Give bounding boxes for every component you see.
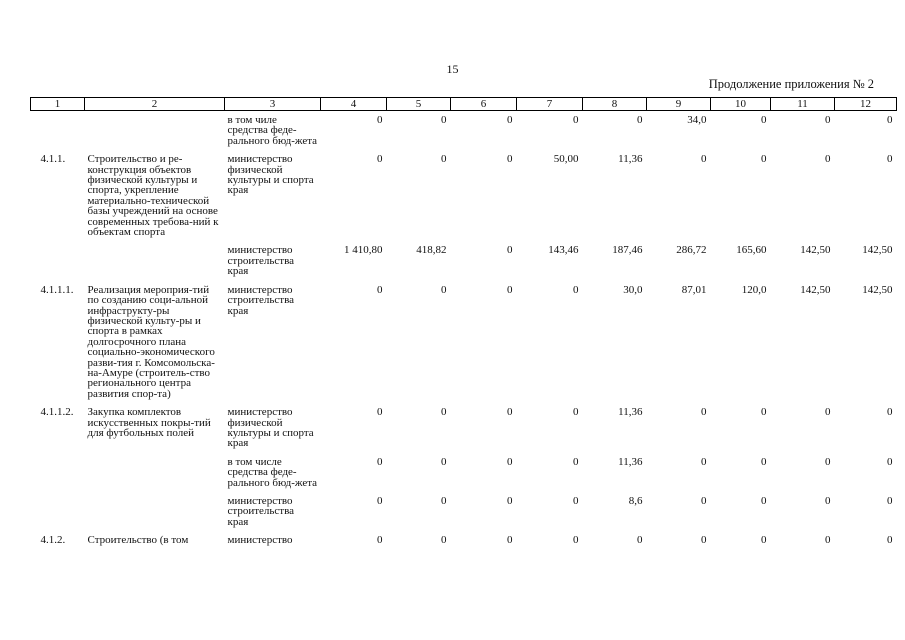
row-value: 0 [507, 534, 513, 547]
row-value: 142,50 [800, 244, 831, 257]
row-value: 120,0 [741, 283, 767, 296]
row-value: 11,36 [618, 406, 643, 419]
page-number: 15 [446, 62, 459, 76]
row-value: 0 [637, 534, 643, 547]
row-value: 0 [761, 455, 767, 468]
row-name [85, 241, 225, 280]
column-header: 10 [711, 98, 771, 111]
row-executor: в том чиле средства феде-рального бюд-жета [227, 114, 318, 147]
row-value: 0 [701, 534, 707, 547]
row-value: 187,46 [612, 244, 643, 257]
row-value: 0 [573, 114, 579, 126]
row-code [31, 111, 85, 151]
row-value: 0 [507, 114, 513, 126]
row-code [31, 453, 85, 492]
row-value: 34,0 [687, 114, 707, 126]
table-row [31, 403, 897, 453]
row-value: 0 [507, 244, 513, 257]
row-value: 0 [573, 495, 579, 507]
row-value: 142,50 [862, 244, 893, 257]
row-value: 142,50 [862, 283, 893, 296]
row-value: 0 [887, 406, 893, 419]
row-value: 0 [825, 406, 831, 419]
table-row [31, 492, 897, 531]
row-value: 0 [701, 153, 707, 166]
row-code [31, 241, 85, 280]
row-code: 4.1.1. [40, 153, 66, 166]
row-value: 50,00 [553, 153, 579, 166]
row-value: 0 [761, 534, 767, 547]
table-row [31, 531, 897, 549]
row-value: 0 [701, 406, 707, 419]
row-executor: министерство физической культуры и спорта края [227, 153, 314, 197]
column-header: 5 [387, 98, 451, 111]
row-value: 0 [441, 455, 447, 468]
row-code: 4.1.1.1. [40, 283, 74, 296]
row-value: 0 [887, 534, 893, 547]
row-executor: министерство строительства края [227, 495, 295, 528]
row-name [85, 453, 225, 492]
column-header: 6 [451, 98, 517, 111]
row-value: 286,72 [676, 244, 707, 257]
row-value: 0 [441, 495, 447, 507]
row-executor: министерство строительства края [227, 244, 295, 278]
row-name [85, 492, 225, 531]
row-value: 0 [377, 153, 383, 166]
row-value: 418,82 [416, 244, 447, 257]
row-name: Строительство (в том [87, 534, 189, 547]
row-value: 0 [573, 283, 579, 296]
row-executor: в том числе средства феде-рального бюд-жета [227, 455, 318, 489]
row-value: 11,36 [618, 153, 643, 166]
row-value: 87,01 [681, 283, 707, 296]
table-row [31, 241, 897, 280]
row-value: 0 [573, 406, 579, 419]
table-body [31, 111, 897, 550]
table-row [31, 111, 897, 151]
row-value: 143,46 [548, 244, 579, 257]
row-value: 0 [507, 495, 513, 507]
row-value: 0 [887, 153, 893, 166]
row-value: 0 [507, 153, 513, 166]
row-value: 0 [825, 455, 831, 468]
table-row [31, 150, 897, 241]
row-value: 0 [761, 153, 767, 166]
row-value: 30,0 [623, 283, 643, 296]
column-header: 3 [225, 98, 321, 111]
row-value: 0 [441, 153, 447, 166]
row-value: 0 [573, 455, 579, 468]
row-code: 4.1.1.2. [40, 406, 74, 419]
column-header: 8 [583, 98, 647, 111]
row-value: 8,6 [628, 495, 643, 507]
row-value: 11,36 [618, 455, 643, 468]
row-value: 0 [377, 283, 383, 296]
row-code [31, 492, 85, 531]
row-value: 0 [377, 406, 383, 419]
row-value: 0 [377, 534, 383, 547]
row-value: 0 [441, 114, 447, 126]
table-row [31, 453, 897, 492]
row-value: 142,50 [800, 283, 831, 296]
row-value: 0 [887, 114, 893, 126]
row-executor: министерство физической культуры и спорта края [227, 406, 314, 450]
row-value: 0 [761, 495, 767, 507]
row-value: 0 [507, 455, 513, 468]
row-executor: министерство [227, 534, 293, 547]
row-name: Реализация мероприя-тий по созданию соци-альной инфраструкту-ры физической культу-ры и спорта в рамках долгосрочного плана социально-экономического разви-тия г. Комсомольска-на-Амуре (строитель-ство регионального центра развития спор-та) [87, 283, 215, 400]
row-value: 0 [637, 114, 643, 126]
row-name [85, 111, 225, 151]
row-value: 0 [825, 534, 831, 547]
row-value: 0 [887, 495, 893, 507]
row-value: 0 [825, 153, 831, 166]
row-value: 0 [825, 114, 831, 126]
row-value: 0 [573, 534, 579, 547]
row-value: 0 [761, 406, 767, 419]
column-header: 11 [771, 98, 835, 111]
row-value: 0 [507, 406, 513, 419]
row-value: 0 [441, 534, 447, 547]
row-value: 0 [377, 455, 383, 468]
row-value: 1 410,80 [344, 244, 383, 257]
table-row [31, 281, 897, 403]
continuation-note: Продолжение приложения № 2 [708, 77, 874, 91]
row-value: 0 [441, 406, 447, 419]
column-header: 4 [321, 98, 387, 111]
column-header: 2 [85, 98, 225, 111]
row-value: 0 [701, 495, 707, 507]
budget-table [30, 97, 897, 550]
row-value: 0 [507, 283, 513, 296]
row-value: 0 [701, 455, 707, 468]
column-header: 12 [835, 98, 897, 111]
row-code: 4.1.2. [40, 534, 66, 547]
row-value: 0 [377, 495, 383, 507]
row-name: Закупка комплектов искусственных покры-тий для футбольных полей [87, 406, 211, 439]
row-value: 0 [761, 114, 767, 126]
column-header: 7 [517, 98, 583, 111]
row-name: Строительство и ре-конструкция объектов физической культуры и спорта, укрепление материально-технической базы учреждений на основе современных требова-ний к объектам спорта [87, 153, 219, 239]
row-value: 0 [825, 495, 831, 507]
row-value: 0 [377, 114, 383, 126]
row-executor: министерство строительства края [227, 283, 295, 317]
row-value: 0 [441, 283, 447, 296]
row-value: 0 [887, 455, 893, 468]
column-header: 9 [647, 98, 711, 111]
column-header: 1 [31, 98, 85, 111]
column-number-header [31, 98, 897, 111]
row-value: 165,60 [736, 244, 767, 257]
